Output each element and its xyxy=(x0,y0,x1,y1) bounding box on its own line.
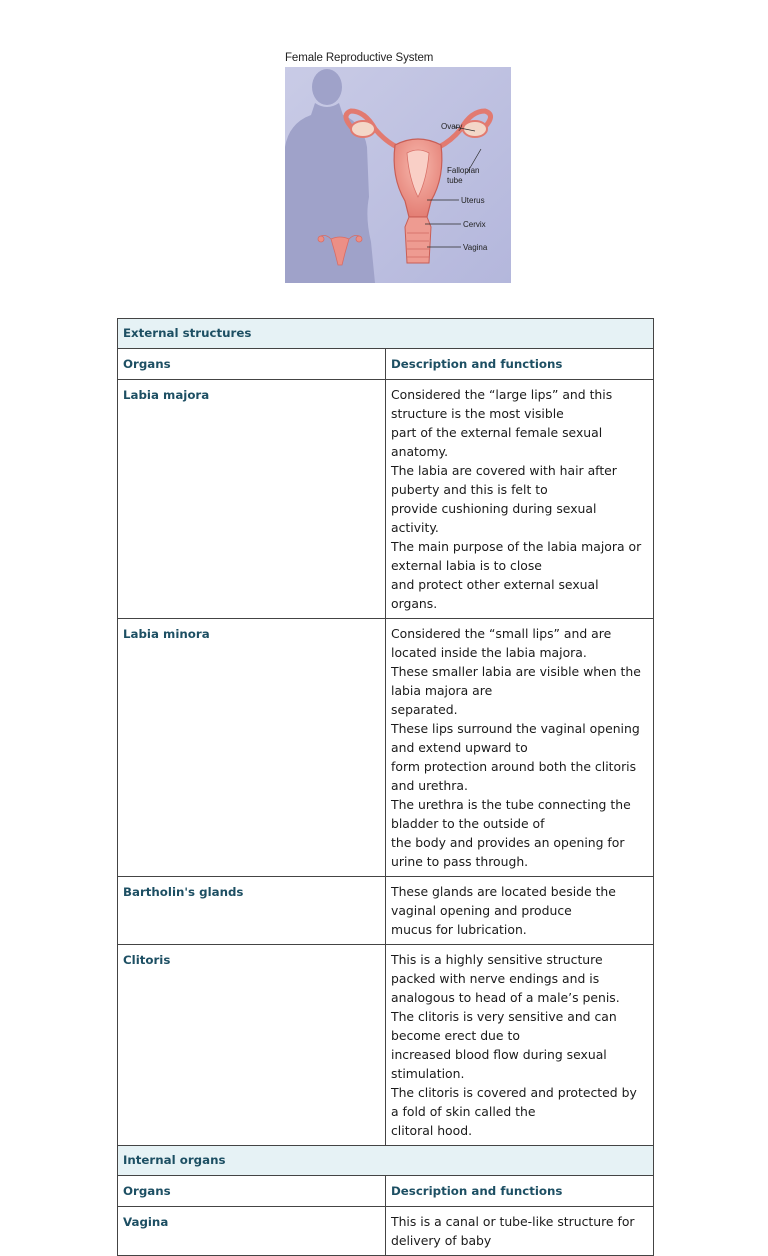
table-row xyxy=(118,380,654,619)
description-line: This is a highly sensitive structure packed with nerve endings and is xyxy=(391,952,603,986)
description-line: provide cushioning during sexual activity. xyxy=(391,501,597,535)
description-line: increased blood flow during sexual stimulation. xyxy=(391,1047,607,1081)
organ-name: Vagina xyxy=(118,1207,386,1256)
organ-description xyxy=(386,619,654,877)
internal-header-row xyxy=(118,1176,654,1207)
description-line: The clitoris is covered and protected by a fold of skin called the xyxy=(391,1085,637,1119)
description-line: These glands are located beside the vaginal opening and produce xyxy=(391,884,616,918)
col-description-header: Description and functions xyxy=(386,1176,654,1207)
description-line: The main purpose of the labia majora or external labia is to close xyxy=(391,539,642,573)
organ-name: Labia minora xyxy=(118,619,386,877)
description-line: analogous to head of a male’s penis. xyxy=(391,990,620,1005)
organs-table xyxy=(117,318,654,1256)
label-ovary: Ovary xyxy=(441,122,463,131)
description-line: and protect other external sexual organs. xyxy=(391,577,599,611)
organ-description xyxy=(386,1207,654,1256)
organ-name: Clitoris xyxy=(118,945,386,1146)
external-section-row xyxy=(118,319,654,349)
internal-section-row xyxy=(118,1146,654,1176)
description-line: mucus for lubrication. xyxy=(391,922,527,937)
description-line: The labia are covered with hair after puberty and this is felt to xyxy=(391,463,617,497)
description-line: These smaller labia are visible when the labia majora are xyxy=(391,664,641,698)
organ-name: Bartholin's glands xyxy=(118,877,386,945)
col-organs-header: Organs xyxy=(118,1176,386,1207)
external-header-row xyxy=(118,349,654,380)
label-vagina: Vagina xyxy=(463,243,488,252)
label-fallopian-1: Fallopian xyxy=(447,166,480,175)
description-line: The clitoris is very sensitive and can become erect due to xyxy=(391,1009,617,1043)
table-row xyxy=(118,877,654,945)
reproductive-system-figure xyxy=(285,52,511,283)
label-fallopian-2: tube xyxy=(447,176,463,185)
organ-description xyxy=(386,380,654,619)
organ-description xyxy=(386,945,654,1146)
description-line: part of the external female sexual anatomy. xyxy=(391,425,603,459)
description-line: separated. xyxy=(391,702,458,717)
description-line: the body and provides an opening for urine to pass through. xyxy=(391,835,625,869)
anatomy-illustration xyxy=(285,67,511,283)
description-line: Considered the “small lips” and are located inside the labia majora. xyxy=(391,626,612,660)
table-row xyxy=(118,1207,654,1256)
description-line: Considered the “large lips” and this structure is the most visible xyxy=(391,387,613,421)
table-row xyxy=(118,619,654,877)
description-line: This is a canal or tube-like structure for delivery of baby xyxy=(391,1214,635,1248)
col-organs-header: Organs xyxy=(118,349,386,380)
table-row xyxy=(118,945,654,1146)
external-section-title: External structures xyxy=(118,319,654,349)
organ-description xyxy=(386,877,654,945)
label-cervix: Cervix xyxy=(463,220,486,229)
label-uterus: Uterus xyxy=(461,196,485,205)
description-line: clitoral hood. xyxy=(391,1123,473,1138)
figure-title: Female Reproductive System xyxy=(285,52,434,64)
description-line: form protection around both the clitoris and urethra. xyxy=(391,759,637,793)
internal-section-title: Internal organs xyxy=(118,1146,654,1176)
col-description-header: Description and functions xyxy=(386,349,654,380)
organ-name: Labia majora xyxy=(118,380,386,619)
description-line: The urethra is the tube connecting the bladder to the outside of xyxy=(391,797,631,831)
description-line: These lips surround the vaginal opening and extend upward to xyxy=(391,721,640,755)
